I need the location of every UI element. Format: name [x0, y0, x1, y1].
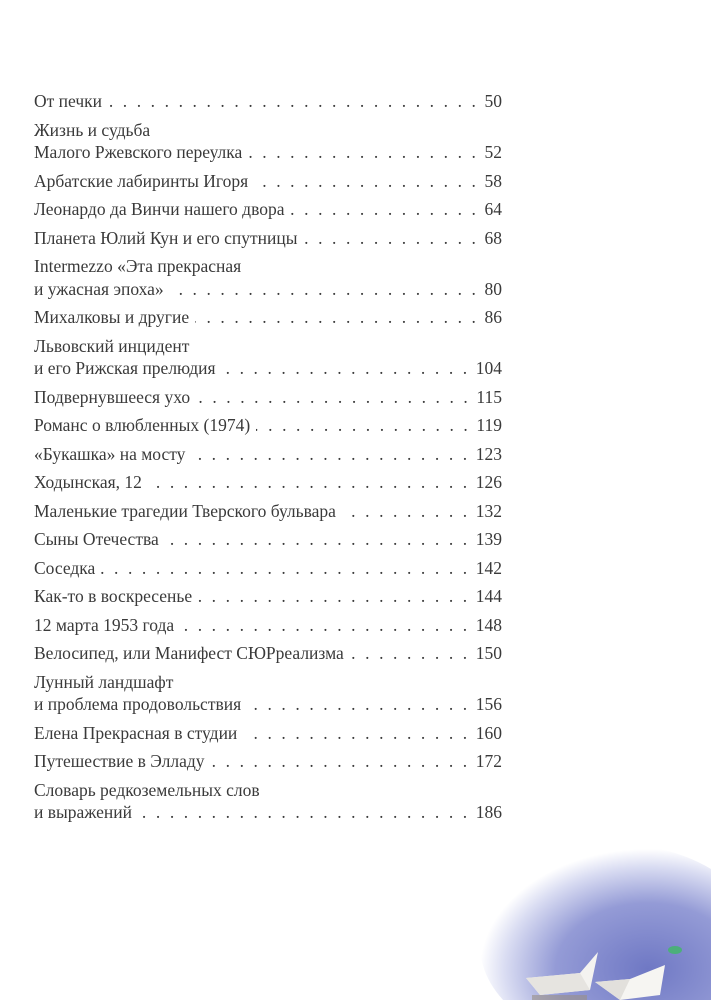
dot-leader	[222, 357, 470, 380]
toc-entry-title: Велосипед, или Манифест СЮРреализма	[34, 643, 344, 663]
toc-entry-title: 12 марта 1953 года	[34, 614, 175, 635]
dot-leader	[180, 614, 470, 637]
toc-entry-line	[34, 614, 502, 637]
toc-entry-line	[34, 386, 502, 409]
dot-leader	[138, 801, 470, 824]
toc-entry	[34, 557, 502, 580]
toc-entry	[34, 90, 502, 113]
toc-entry-line	[34, 278, 502, 301]
toc-page-number: 68	[484, 227, 502, 248]
toc-page-number: 126	[475, 472, 502, 492]
toc-entry-title: Жизнь и судьба	[34, 119, 151, 140]
toc-page-number: 139	[475, 529, 502, 549]
dot-leader	[256, 414, 470, 437]
dot-leader	[254, 170, 478, 193]
toc-entry-line	[34, 414, 502, 437]
toc-entry	[34, 335, 502, 380]
toc-entry-title: Ходынская, 12	[34, 472, 142, 492]
dot-leader	[191, 443, 469, 466]
toc-entry-line	[34, 671, 502, 694]
toc-page-number: 64	[484, 199, 502, 219]
toc-entry	[34, 227, 502, 250]
dot-leader	[170, 278, 479, 301]
toc-entry	[34, 255, 502, 300]
toc-entry-title: Маленькие трагедии Тверского бульвара	[34, 500, 336, 521]
toc-entry-title: Сыны Отечества	[34, 529, 159, 549]
toc-page-number: 119	[476, 415, 502, 435]
dot-leader	[195, 306, 478, 329]
dot-leader	[148, 471, 470, 494]
toc-page-number: 86	[484, 307, 502, 327]
toc-entry-title: Intermezzo «Эта прекрасная	[34, 256, 242, 276]
toc-entry-line	[34, 306, 502, 329]
dot-leader	[350, 642, 470, 665]
toc-entry-line	[34, 357, 502, 380]
toc-entry-line	[34, 198, 502, 221]
toc-entry-line	[34, 255, 502, 278]
toc-entry-title: Как-то в воскресенье	[34, 586, 193, 606]
toc-entry-title: Романс о влюбленных (1974)	[34, 415, 251, 435]
toc-entry-title: Лунный ландшафт	[34, 671, 174, 692]
dot-leader	[291, 198, 479, 221]
dot-leader	[243, 722, 469, 745]
toc-entry	[34, 750, 502, 773]
dot-leader	[342, 500, 470, 523]
toc-entry	[34, 671, 502, 716]
toc-entry	[34, 170, 502, 193]
toc-entry-title: «Букашка» на мосту	[34, 443, 186, 464]
toc-entry	[34, 198, 502, 221]
toc-entry-title: Подвернувшееся ухо	[34, 386, 191, 407]
toc-entry-title: и ужасная эпоха»	[34, 278, 164, 299]
toc-entry-line	[34, 119, 502, 142]
toc-page-number: 144	[475, 586, 502, 606]
toc-entry	[34, 471, 502, 494]
toc-page-number: 186	[475, 802, 502, 822]
toc-entry-line	[34, 227, 502, 250]
leaf-icon	[668, 946, 682, 954]
toc-entry-line	[34, 500, 502, 523]
toc-entry	[34, 779, 502, 824]
toc-page-number: 58	[484, 170, 502, 191]
toc-entry-line	[34, 335, 502, 358]
toc-entry-line	[34, 141, 502, 164]
toc-entry	[34, 119, 502, 164]
toc-page-number: 156	[475, 694, 502, 714]
toc-entry	[34, 585, 502, 608]
toc-entry-line	[34, 801, 502, 824]
toc-page-number: 160	[475, 722, 502, 743]
toc-entry-title: и выражений	[34, 802, 133, 822]
toc-entry-title: Елена Прекрасная в студии	[34, 722, 238, 743]
dot-leader	[108, 90, 478, 113]
dot-leader	[198, 585, 470, 608]
paper-boats-illustration	[470, 830, 711, 1000]
dot-leader	[247, 693, 470, 716]
toc-entry	[34, 614, 502, 637]
toc-entry-title: и его Рижская прелюдия	[34, 358, 216, 378]
toc-entry	[34, 642, 502, 665]
toc-entry	[34, 386, 502, 409]
toc-entry-title: Словарь редкоземельных слов	[34, 779, 260, 800]
toc-page-number: 80	[484, 278, 502, 299]
toc-page-number: 123	[475, 443, 502, 464]
toc-entry	[34, 500, 502, 523]
toc-entry	[34, 306, 502, 329]
toc-entry-title: Арбатские лабиринты Игоря	[34, 170, 249, 191]
toc-entry-title: Планета Юлий Кун и его спутницы	[34, 227, 298, 248]
toc-entry-title: Соседка	[34, 557, 96, 578]
dot-leader	[101, 557, 469, 580]
toc-page-number: 50	[484, 91, 502, 111]
table-of-contents	[34, 90, 502, 830]
toc-page-number: 172	[475, 751, 502, 771]
toc-entry-line	[34, 585, 502, 608]
toc-entry-line	[34, 779, 502, 802]
toc-entry-line	[34, 642, 502, 665]
dot-leader	[196, 386, 470, 409]
toc-page-number: 104	[475, 358, 502, 378]
toc-entry-title: Малого Ржевского переулка	[34, 142, 243, 162]
toc-entry-line	[34, 471, 502, 494]
toc-entry-line	[34, 443, 502, 466]
toc-page-number: 115	[476, 386, 502, 407]
toc-page-number: 150	[475, 643, 502, 663]
toc-entry-line	[34, 693, 502, 716]
toc-page-number: 52	[484, 142, 502, 162]
toc-entry-line	[34, 528, 502, 551]
toc-page-number: 148	[475, 614, 502, 635]
toc-entry-title: Львовский инцидент	[34, 335, 190, 356]
toc-entry	[34, 443, 502, 466]
toc-entry-line	[34, 557, 502, 580]
toc-entry	[34, 414, 502, 437]
dot-leader	[248, 141, 478, 164]
toc-entry-line	[34, 750, 502, 773]
toc-entry-title: Леонардо да Винчи нашего двора	[34, 199, 285, 219]
toc-entry-title: и проблема продовольствия	[34, 694, 242, 714]
dot-leader	[303, 227, 478, 250]
toc-entry-line	[34, 170, 502, 193]
toc-entry-line	[34, 90, 502, 113]
toc-page-number: 142	[475, 557, 502, 578]
dot-leader	[165, 528, 470, 551]
toc-entry	[34, 722, 502, 745]
toc-entry	[34, 528, 502, 551]
toc-entry-title: Путешествие в Элладу	[34, 751, 205, 771]
toc-entry-title: От печки	[34, 91, 103, 111]
toc-entry-title: Михалковы и другие	[34, 307, 190, 327]
toc-page-number: 132	[475, 500, 502, 521]
toc-entry-line	[34, 722, 502, 745]
dot-leader	[211, 750, 470, 773]
